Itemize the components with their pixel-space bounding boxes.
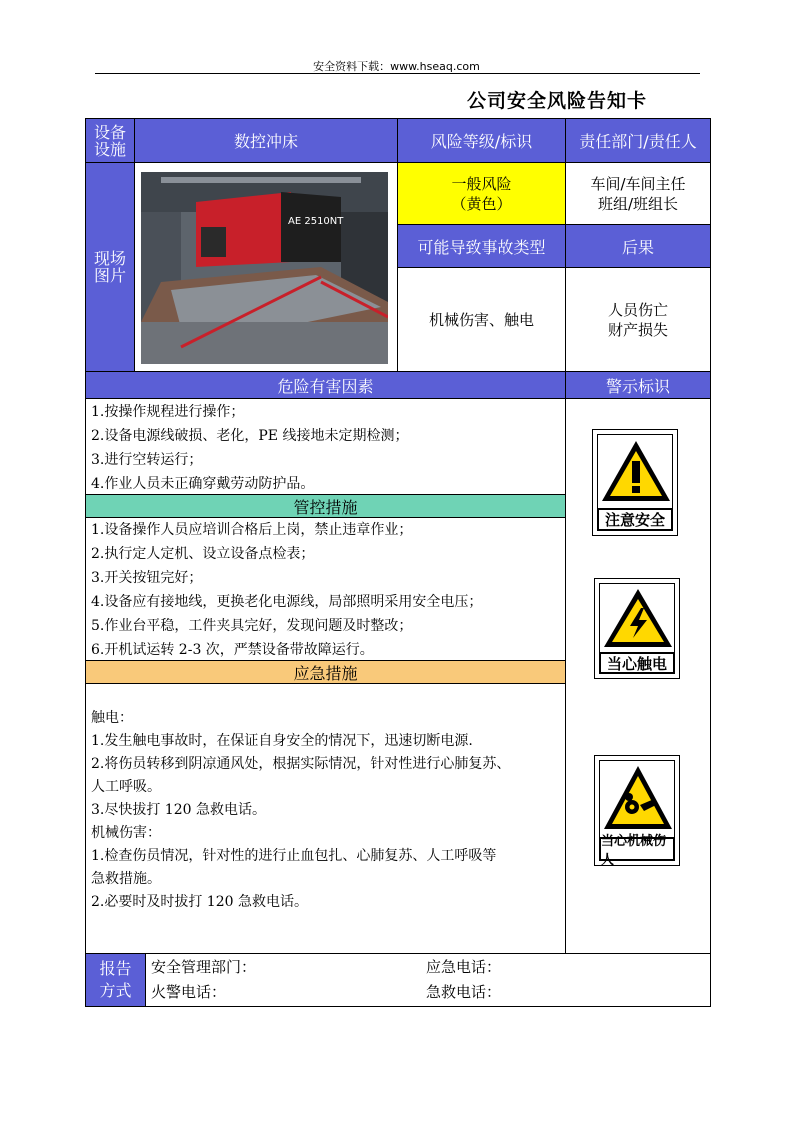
list-item: 1.按操作规程进行操作；: [91, 404, 245, 420]
page-title: 公司安全风险告知卡: [467, 90, 648, 112]
site-header: 安全资料下载：www.hseaq.com: [313, 60, 480, 73]
fire-phone-field: 火警电话：: [151, 983, 227, 1001]
list-item: 4.设备应有接地线，更换老化电源线，局部照明采用安全电压；: [91, 594, 483, 610]
list-item: 触电：: [91, 710, 133, 726]
equipment-value: 数控冲床: [134, 118, 398, 163]
consequence-line2: 财产损失: [607, 320, 668, 339]
responsible-cell: [565, 162, 711, 225]
list-item: 2.将伤员转移到阴凉通风处，根据实际情况，针对性进行心肺复苏、: [91, 756, 511, 772]
electric-shock-sign: [594, 578, 680, 679]
site-photo: [141, 172, 388, 364]
list-item: 2.执行定人定机、设立设备点检表；: [91, 546, 315, 562]
machine-injury-sign: [594, 755, 680, 869]
accident-types: 机械伤害、触电: [397, 267, 566, 372]
caution-sign: [592, 429, 678, 536]
emergency-phone-field: 应急电话：: [426, 958, 502, 976]
list-item: 1.设备操作人员应培训合格后上岗，禁止违章作业；: [91, 522, 413, 538]
accident-type-label: 可能导致事故类型: [397, 224, 566, 268]
machine-injury-icon: [600, 761, 676, 837]
machine-model-text: AE 2510NT: [288, 216, 344, 227]
risk-level-cell: [397, 162, 566, 225]
consequence-line1: 人员伤亡: [607, 300, 668, 319]
emergency-list: [85, 707, 565, 914]
list-item: 5.作业台平稳，工件夹具完好，发现问题及时整改；: [91, 618, 413, 634]
risk-level-value: 一般风险: [451, 174, 512, 193]
header-divider: [95, 73, 700, 74]
hazards-label: 危险有害因素: [85, 371, 566, 399]
responsible-line1: 车间/车间主任: [590, 174, 686, 193]
risk-level-label: 风险等级/标识: [397, 118, 566, 163]
caution-caption: 注意安全: [597, 508, 673, 531]
list-item: 3.开关按钮完好；: [91, 570, 203, 586]
machine-injury-caption: 当心机械伤人: [599, 837, 675, 861]
responsible-line2: 班组/班组长: [597, 194, 679, 213]
list-item: 4.作业人员未正确穿戴劳动防护品。: [91, 476, 315, 492]
list-item: 人工呼吸。: [91, 779, 161, 795]
warning-signs-label: 警示标识: [565, 371, 711, 399]
responsible-label: 责任部门/责任人: [565, 118, 711, 163]
equipment-label: 设备 设施: [85, 118, 135, 163]
risk-color-value: （黄色）: [451, 194, 512, 213]
report-label: 报告 方式: [85, 953, 146, 1007]
list-item: 急救措施。: [91, 871, 161, 887]
list-item: 1.发生触电事故时，在保证自身安全的情况下，迅速切断电源.: [91, 733, 473, 749]
emergency-label: 应急措施: [85, 660, 566, 684]
list-item: 2.必要时及时拔打 120 急救电话。: [91, 894, 308, 910]
list-item: 6.开机试运转 2-3 次，严禁设备带故障运行。: [91, 642, 374, 658]
controls-list: [85, 518, 565, 662]
consequence-label: 后果: [565, 224, 711, 268]
list-item: 3.进行空转运行；: [91, 452, 203, 468]
electric-shock-caption: 当心触电: [599, 652, 675, 674]
electric-shock-icon: [600, 584, 676, 654]
consequences-cell: [565, 267, 711, 372]
safety-dept-field: 安全管理部门：: [151, 958, 257, 976]
list-item: 机械伤害：: [91, 825, 161, 841]
hazards-list: [85, 400, 565, 496]
list-item: 1.检查伤员情况，针对性的进行止血包扎、心肺复苏、人工呼吸等: [91, 848, 497, 864]
list-item: 2.设备电源线破损、老化，PE 线接地未定期检测；: [91, 428, 409, 444]
site-photo-label: 现场 图片: [85, 162, 135, 372]
caution-icon: [598, 435, 674, 509]
controls-label: 管控措施: [85, 494, 566, 518]
first-aid-phone-field: 急救电话：: [426, 983, 502, 1001]
list-item: 3.尽快拔打 120 急救电话。: [91, 802, 266, 818]
